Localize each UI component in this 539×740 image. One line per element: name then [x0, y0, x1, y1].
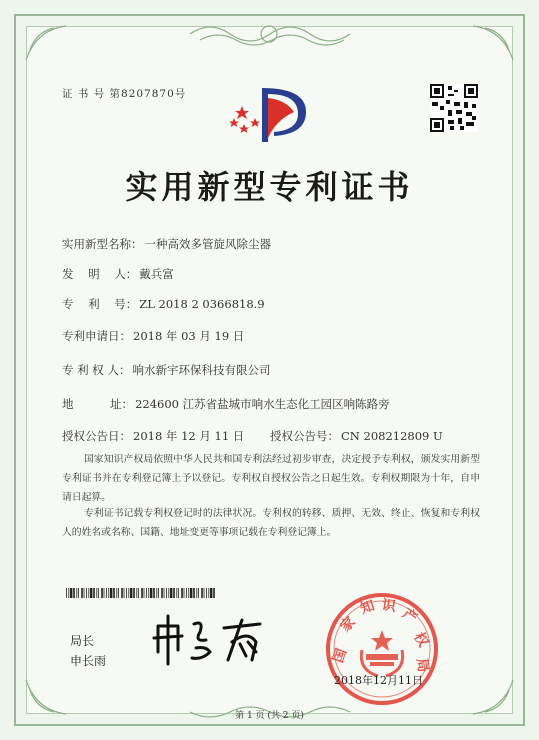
field-value: 响水新宇环保科技有限公司: [132, 363, 271, 377]
handwritten-signature-icon: [148, 612, 288, 668]
svg-text:局: 局: [413, 657, 432, 674]
field-value: 戴兵富: [139, 267, 174, 281]
svg-text:产: 产: [399, 605, 420, 627]
statement-paragraph-1: 国家知识产权局依照中华人民共和国专利法经过初步审查，决定授予专利权，颁发实用新型专利证书并在专利登记簿上予以登记。专利权自授权公告之日起生效。专利权期限为十年，自申请日起算。: [62, 454, 480, 503]
field-value: CN 208212809 U: [341, 429, 443, 443]
field-label: 专 利 权 人：: [62, 363, 131, 377]
cnipa-logo-icon: [228, 80, 314, 150]
certificate-number: 证 书 号 第8207870号: [62, 88, 187, 100]
field-label: 地 址：: [62, 397, 134, 411]
field-application-date: [62, 328, 244, 344]
field-value: 224600 江苏省盐城市响水生态化工园区响陈路旁: [135, 397, 390, 411]
field-inventor: [62, 266, 174, 282]
svg-text:识: 识: [380, 597, 397, 616]
barcode-icon: [66, 588, 216, 598]
signatory-role: 局长: [70, 634, 95, 648]
field-label: 实用新型名称：: [62, 237, 143, 251]
qr-code-icon: [430, 84, 478, 132]
field-label: 授权公告号：: [270, 429, 339, 443]
document-title: 实用新型专利证书: [125, 168, 414, 206]
field-label: 专利申请日：: [62, 329, 131, 343]
svg-text:家: 家: [337, 614, 359, 636]
field-label: 授权公告日：: [62, 429, 131, 443]
signatory-name: 申长雨: [70, 654, 107, 668]
field-label: 发 明 人：: [62, 267, 138, 281]
field-value: 一种高效多管旋风除尘器: [144, 237, 271, 251]
field-announcement-number: [270, 428, 443, 444]
field-utility-model-name: [62, 236, 271, 252]
field-patentee: [62, 362, 270, 378]
field-patent-number: [62, 296, 265, 312]
field-value: 2018 年 12 月 11 日: [133, 429, 245, 443]
svg-text:知: 知: [358, 597, 377, 618]
issue-date: 2018年12月11日: [334, 674, 423, 687]
page-indicator: 第 1 页 (共 2 页): [235, 711, 304, 721]
field-announcement-date: [62, 428, 244, 444]
field-label: 专 利 号：: [62, 297, 138, 311]
official-seal-icon: [318, 590, 446, 708]
svg-text:国: 国: [330, 646, 351, 666]
statement-paragraph-2: 专利证书记载专利权登记时的法律状况。专利权的转移、质押、无效、终止、恢复和专利权人的姓名或名称、国籍、地址变更等事项记载在专利登记簿上。: [62, 508, 480, 538]
svg-text:权: 权: [410, 629, 432, 650]
field-value: ZL 2018 2 0366818.9: [139, 297, 265, 311]
field-value: 2018 年 03 月 19 日: [133, 329, 245, 343]
field-address: [62, 396, 390, 412]
